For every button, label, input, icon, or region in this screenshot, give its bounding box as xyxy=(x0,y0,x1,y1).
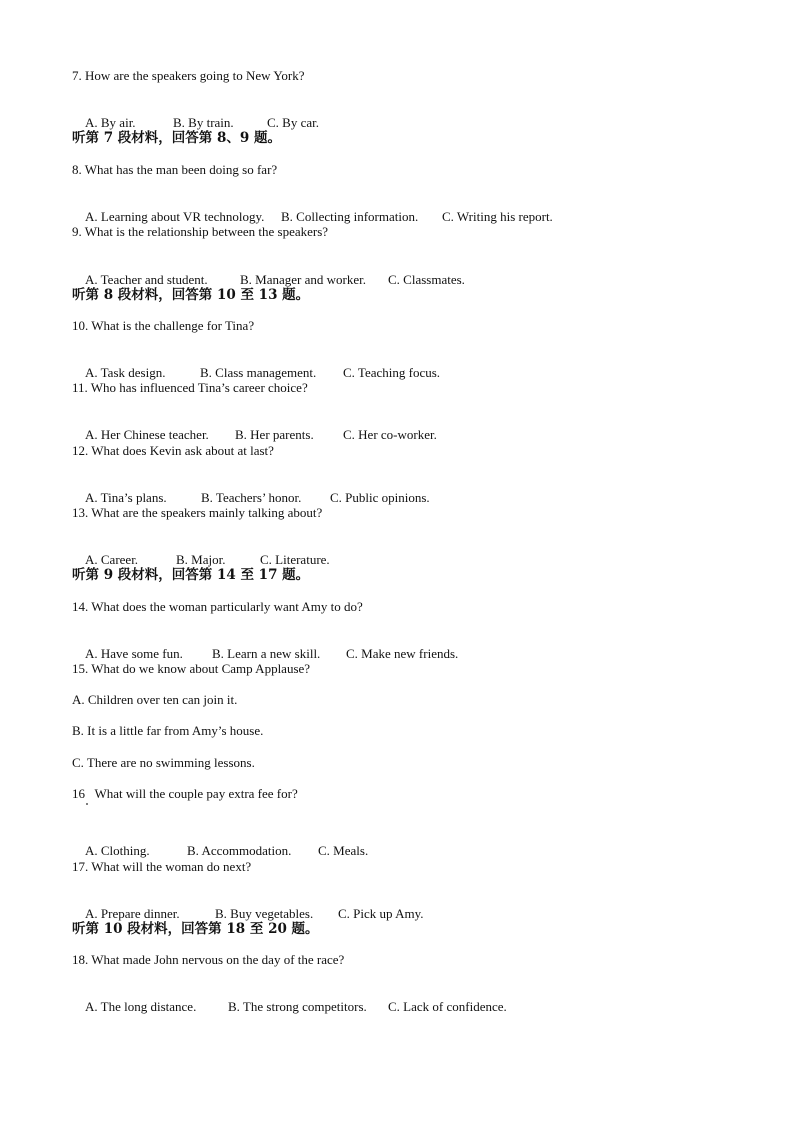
option-b: B. Teachers’ honor. xyxy=(201,490,302,505)
option-a: A. Her Chinese teacher. xyxy=(85,427,209,442)
question-8: 8. What has the man been doing so far? xyxy=(72,162,278,177)
option-a: A. Teacher and student. xyxy=(85,272,208,287)
option-c: C. By car. xyxy=(267,115,319,130)
option-c: C. Pick up Amy. xyxy=(338,906,424,921)
question-15-option-c: C. There are no swimming lessons. xyxy=(72,755,255,770)
question-13: 13. What are the speakers mainly talking about? xyxy=(72,505,323,520)
question-18-options xyxy=(72,983,507,1031)
question-17: 17. What will the woman do next? xyxy=(72,859,252,874)
question-16: 16 What will the couple pay extra fee for? xyxy=(72,786,298,801)
question-10: 10. What is the challenge for Tina? xyxy=(72,318,255,333)
option-c: C. Literature. xyxy=(260,552,330,567)
option-b: B. Her parents. xyxy=(235,427,314,442)
option-a: A. Task design. xyxy=(85,365,166,380)
option-c: C. Meals. xyxy=(318,843,369,858)
question-15-option-b: B. It is a little far from Amy’s house. xyxy=(72,723,264,738)
question-15: 15. What do we know about Camp Applause? xyxy=(72,661,311,676)
section-heading-7: 听第 7 段材料，回答第 8、9 题。 xyxy=(72,130,281,146)
option-b: B. Major. xyxy=(176,552,226,567)
option-c: C. Writing his report. xyxy=(442,209,553,224)
question-14: 14. What does the woman particularly want Amy to do? xyxy=(72,599,363,614)
option-c: C. Lack of confidence. xyxy=(388,999,507,1014)
option-c: C. Her co-worker. xyxy=(343,427,437,442)
stray-dot-mark xyxy=(86,803,88,805)
section-heading-8: 听第 8 段材料，回答第 10 至 13 题。 xyxy=(72,287,310,303)
option-c: C. Teaching focus. xyxy=(343,365,441,380)
section-heading-10: 听第 10 段材料，回答第 18 至 20 题。 xyxy=(72,921,319,937)
option-b: B. Manager and worker. xyxy=(240,272,366,287)
option-b: B. The strong competitors. xyxy=(228,999,367,1014)
question-12: 12. What does Kevin ask about at last? xyxy=(72,443,274,458)
question-7: 7. How are the speakers going to New York? xyxy=(72,68,305,83)
question-18: 18. What made John nervous on the day of the race? xyxy=(72,952,345,967)
option-b: B. Accommodation. xyxy=(187,843,292,858)
option-b: B. By train. xyxy=(173,115,234,130)
question-15-option-a: A. Children over ten can join it. xyxy=(72,692,238,707)
option-a: A. Prepare dinner. xyxy=(85,906,180,921)
option-c: C. Make new friends. xyxy=(346,646,459,661)
question-11: 11. Who has influenced Tina’s career choice? xyxy=(72,380,308,395)
option-a: A. Tina’s plans. xyxy=(85,490,167,505)
section-heading-9: 听第 9 段材料，回答第 14 至 17 题。 xyxy=(72,567,310,583)
option-b: B. Buy vegetables. xyxy=(215,906,314,921)
option-a: A. Have some fun. xyxy=(85,646,183,661)
option-a: A. By air. xyxy=(85,115,136,130)
option-a: A. Clothing. xyxy=(85,843,150,858)
question-9: 9. What is the relationship between the speakers? xyxy=(72,224,329,239)
option-b: B. Learn a new skill. xyxy=(212,646,321,661)
option-b: B. Collecting information. xyxy=(281,209,419,224)
option-a: A. The long distance. xyxy=(85,999,197,1014)
option-c: C. Public opinions. xyxy=(330,490,430,505)
option-a: A. Career. xyxy=(85,552,139,567)
option-c: C. Classmates. xyxy=(388,272,465,287)
option-a: A. Learning about VR technology. xyxy=(85,209,265,224)
option-b: B. Class management. xyxy=(200,365,317,380)
